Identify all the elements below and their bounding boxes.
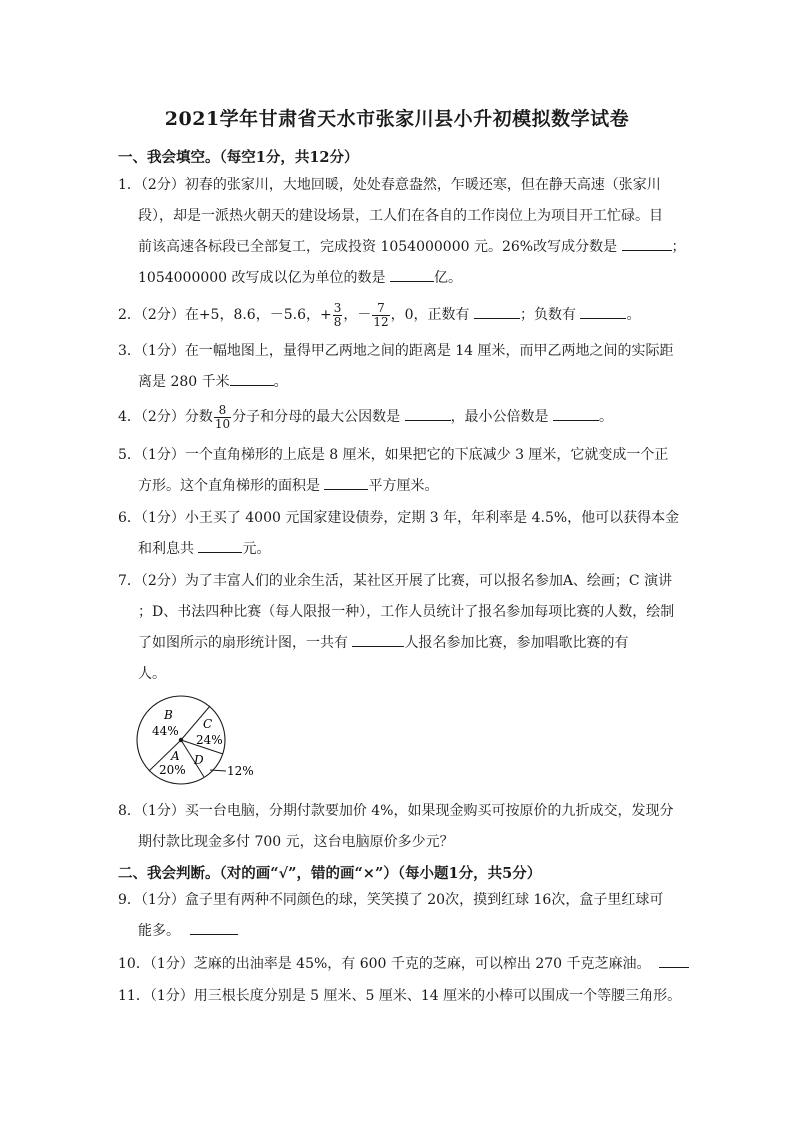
q1-line4-text: 1054000000 改写成以亿为单位的数是 [138, 270, 390, 286]
q1-line4-end: 亿。 [433, 270, 462, 286]
fraction-7-12 [372, 302, 389, 329]
q10-line1-text: 10．（1分）芝麻的出油率是 45%，有 600 千克的芝麻，可以榨出 270 千克芝麻油。 [118, 956, 651, 972]
q9-line1: 9．（1分）盒子里有两种不同颜色的球，笑笑摸了 20次，摸到红球 16次，盒子里红球可 [118, 892, 664, 908]
question-9 [118, 885, 678, 947]
fraction-denominator: 10 [214, 416, 231, 431]
q5-line2-text: 方形。这个直角梯形的面积是 [138, 478, 325, 494]
answer-blank[interactable] [553, 406, 599, 421]
q5-line1: 5．（1分）一个直角梯形的上底是 8 厘米，如果把它的下底减少 3 厘米，它就变成一个正 [118, 447, 669, 463]
q2-line1 [118, 300, 678, 331]
q1-line3 [118, 232, 686, 263]
fraction-numerator: 8 [214, 404, 231, 418]
answer-blank[interactable] [580, 304, 626, 319]
answer-blank[interactable] [230, 371, 274, 386]
question-7 [118, 566, 678, 690]
q2-text-a: 2．（2分）在+5，8.6，－5.6，+ [118, 307, 332, 323]
q3-line2-end: 。 [273, 374, 288, 390]
fraction-denominator: 8 [333, 314, 342, 329]
slice-c-label: C [203, 717, 213, 731]
question-4 [118, 402, 678, 433]
slice-a-percent: 20% [159, 763, 186, 777]
q2-text-b: ，－ [343, 307, 372, 323]
answer-blank[interactable] [659, 953, 689, 968]
q6-line1: 6．（1分）小王买了 4000 元国家建设债券，定期 3 年，年利率是 4.5%，他可以获得本金 [118, 510, 680, 526]
q7-line4: 人。 [138, 666, 166, 682]
q5-line2 [118, 471, 678, 502]
q7-line1: 7．（2分）为了丰富人们的业余生活，某社区开展了比赛，可以报名参加A、绘画；C 演讲 [118, 573, 673, 589]
q5-line2-end: 平方厘米。 [368, 478, 439, 494]
q6-line2 [118, 534, 678, 565]
pie-chart-figure [134, 694, 264, 786]
q8-line2: 期付款比现金多付 700 元，这台电脑原价多少元？ [138, 834, 454, 850]
question-11 [118, 981, 682, 1012]
q2-text-c: ，0，正数有 [390, 307, 474, 323]
q9-line2-text: 能多。 [138, 923, 180, 939]
q8-line1: 8．（1分）买一台电脑，分期付款要加价 4%，如果现金购买可按原价的九折成交，发现分 [118, 803, 674, 819]
section-judge-heading: 二、我会判断。（对的画“√”，错的画“×”）（每小题1分，共5分） [118, 865, 542, 882]
q6-line2-end: 元。 [242, 541, 271, 557]
q2-text-d: ；负数有 [520, 307, 581, 323]
q7-line2: ；D、书法四种比赛（每人限报一种），工作人员统计了报名参加每项比赛的人数，绘制 [138, 604, 675, 620]
q3-line2-text: 离是 280 千米 [138, 374, 230, 390]
q1-line1: 1．（2分）初春的张家川，大地回暖，处处春意盎然，乍暖还寒，但在静天高速（张家川 [118, 177, 661, 193]
pie-center-dot [179, 738, 183, 742]
section-fill-blank-heading: 一、我会填空。（每空1分，共12分） [118, 149, 359, 166]
question-8 [118, 796, 678, 858]
q7-line3-text: 了如图所示的扇形统计图，一共有 [138, 635, 353, 651]
slice-c-percent: 24% [196, 733, 223, 747]
fraction-numerator: 7 [372, 302, 389, 316]
q1-line2: 段），却是一派热火朝天的建设场景，工人们在各自的工作岗位上为项目开工忙碌。目 [138, 208, 663, 224]
q4-line1 [118, 402, 678, 433]
fraction-denominator: 12 [373, 314, 389, 329]
q2-text-e: 。 [626, 307, 641, 323]
answer-blank[interactable] [324, 475, 368, 490]
slice-d-label: D [194, 753, 204, 767]
answer-blank[interactable] [474, 304, 520, 319]
answer-blank[interactable] [352, 632, 404, 647]
answer-blank[interactable] [622, 236, 672, 251]
exam-title: 2021学年甘肃省天水市张家川县小升初模拟数学试卷 [164, 108, 630, 130]
q11-line1: 11．（1分）用三根长度分别是 5 厘米、5 厘米、14 厘米的小棒可以围成一个等腰三角形。 [118, 988, 682, 1004]
question-3 [118, 336, 678, 398]
question-6 [118, 503, 678, 565]
question-2 [118, 300, 678, 331]
slice-b-percent: 44% [152, 724, 179, 738]
slice-a-label: A [171, 749, 180, 763]
fraction-8-10 [214, 404, 231, 431]
answer-blank[interactable] [405, 406, 451, 421]
q7-line3-end: 人报名参加比赛，参加唱歌比赛的有 [404, 635, 629, 651]
q7-line3 [118, 628, 678, 659]
question-5 [118, 440, 678, 502]
q4-text-a: 4．（2分）分数 [118, 409, 213, 425]
q1-line3-end: ； [671, 239, 686, 255]
answer-blank[interactable] [390, 267, 434, 282]
fraction-3-8 [333, 302, 343, 329]
answer-blank[interactable] [198, 538, 242, 553]
q3-line2 [118, 367, 678, 398]
q6-line2-text: 和利息共 [138, 541, 199, 557]
q10-line1 [118, 949, 678, 980]
q1-line3-text: 前该高速各标段已全部复工，完成投资 1054000000 元。26%改写成分数是 [138, 239, 622, 255]
fraction-numerator: 3 [333, 300, 342, 315]
slice-b-label: B [164, 708, 173, 722]
q4-text-c: ，最小公倍数是 [450, 409, 554, 425]
q1-line4 [118, 263, 678, 294]
q3-line1: 3．（1分）在一幅地图上，量得甲乙两地之间的距离是 14 厘米，而甲乙两地之间的实际距 [118, 343, 674, 359]
answer-blank[interactable] [190, 920, 238, 935]
q9-line2 [118, 916, 678, 947]
question-1 [118, 170, 686, 294]
q4-text-b: 分子和分母的最大公因数是 [232, 409, 405, 425]
question-10 [118, 949, 678, 980]
q4-text-d: 。 [599, 409, 614, 425]
slice-d-percent: 12% [227, 764, 254, 778]
